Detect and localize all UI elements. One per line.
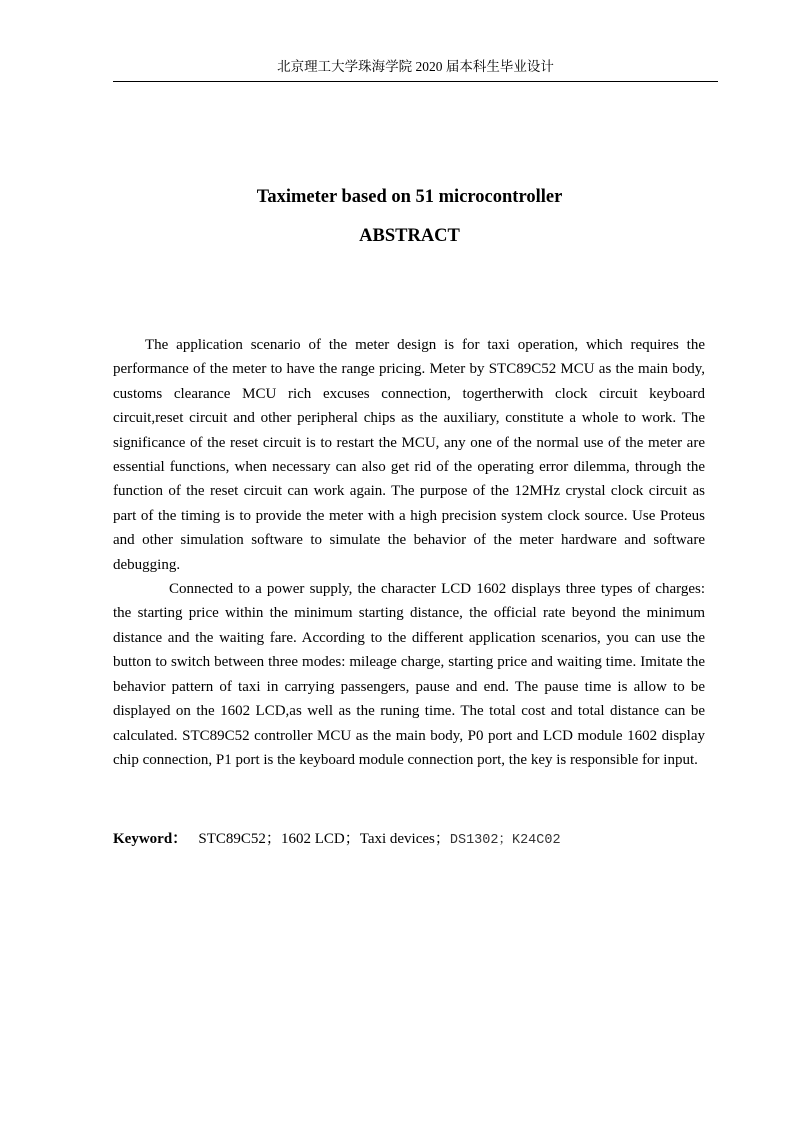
document-title: Taximeter based on 51 microcontroller — [256, 187, 563, 207]
keyword-item: DS1302； — [449, 833, 512, 848]
keywords-line — [113, 828, 705, 852]
keyword-item: K24C02 — [511, 833, 561, 848]
abstract-paragraph: The application scenario of the meter design is for taxi operation, which requires the performance of the meter to have the range pricing. Meter by STC89C52 MCU as the main body, customs clearance MCU rich excuses connection, togertherwith clock circuit keyboard circuit,reset circuit and other peripheral chips as the auxiliary, constitute a whole to work. The significance of the reset circuit is to restart the MCU, any one of the normal use of the meter are essential functions, when necessary can also get rid of the operating error dilemma, through the function of the reset circuit can work again. The purpose of the 12MHz crystal clock circuit as part of the timing is to provide the meter with a high precision system clock source. Use Proteus and other simulation software to simulate the behavior of the meter hardware and software debugging. — [113, 337, 705, 573]
abstract-body — [113, 333, 705, 772]
keyword-item: 1602 LCD； — [280, 831, 360, 847]
header-text: 北京理工大学珠海学院 2020 届本科生毕业设计 — [277, 59, 554, 74]
page-header — [113, 57, 718, 82]
keywords-label: Keyword： — [113, 831, 188, 847]
keyword-item: Taxi devices； — [359, 831, 450, 847]
abstract-paragraph: Connected to a power supply, the character LCD 1602 displays three types of charges: the starting price within the minimum starting distance, the official rate beyond the minimum distance and the waiting fare. According to the different application scenarios, you can use the button to switch between three modes: mileage charge, starting price and waiting time. Imitate the behavior pattern of taxi in carrying passengers, pause and end. The pause time is allow to be displayed on the 1602 LCD,as well as the runing time. The total cost and total distance can be calculated. STC89C52 controller MCU as the main body, P0 port and LCD module 1602 display chip connection, P1 port is the keyboard module connection port, the key is responsible for input. — [113, 581, 705, 768]
keyword-item: STC89C52； — [198, 831, 281, 847]
abstract-heading: ABSTRACT — [359, 226, 460, 246]
